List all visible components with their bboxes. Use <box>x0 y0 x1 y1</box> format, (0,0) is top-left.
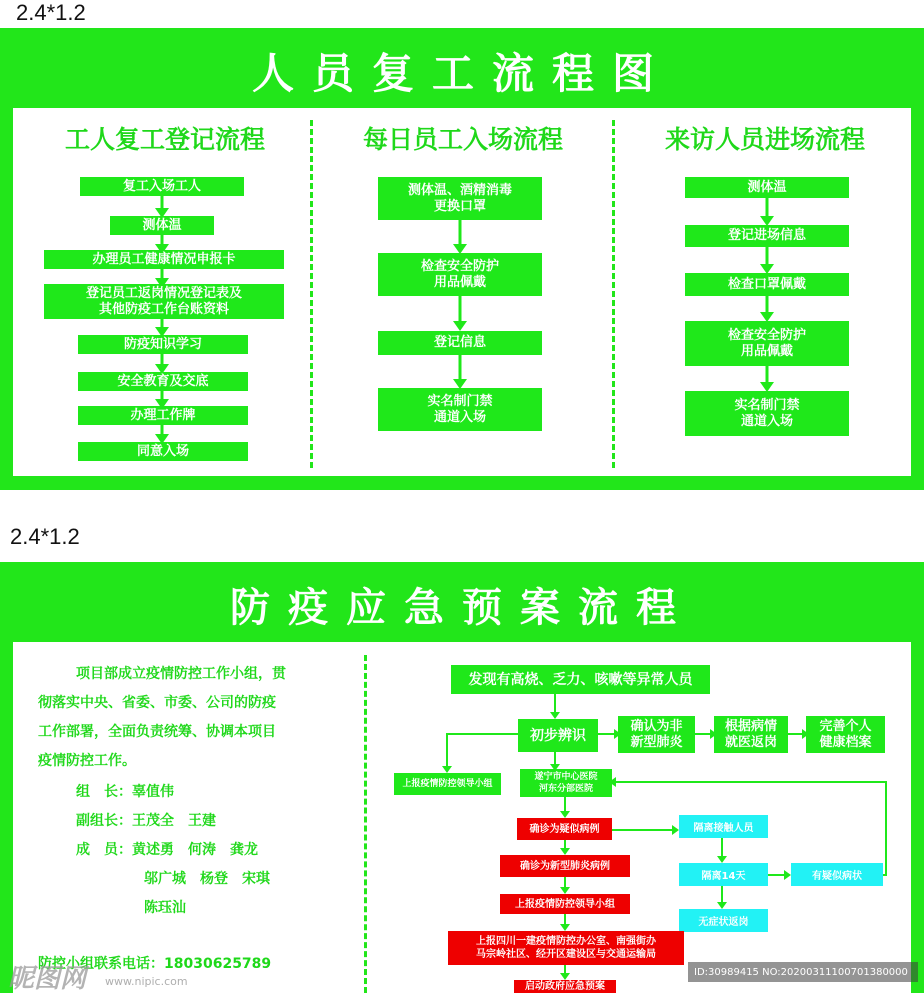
col2-step-2: 检查安全防护 用品佩戴 <box>378 253 542 296</box>
top-dimension-label: 2.4*1.2 <box>16 0 86 25</box>
flow-initial: 初步辨识 <box>518 719 598 752</box>
flow-not-pneumonia: 确认为非 新型肺炎 <box>618 716 695 753</box>
col1-step-5: 防疫知识学习 <box>78 335 248 354</box>
flow-report-group-2: 上报疫情防控领导小组 <box>500 894 630 914</box>
col3-step-3: 检查口罩佩戴 <box>685 273 849 296</box>
phone-number: 18030625789 <box>164 956 272 972</box>
col1-step-3: 办理员工健康情况申报卡 <box>44 250 284 269</box>
flow-isolate-contacts: 隔离接触人员 <box>679 815 768 838</box>
col3-step-1: 测体温 <box>685 177 849 198</box>
col3-step-4: 检查安全防护 用品佩戴 <box>685 321 849 366</box>
watermark-logo: 昵图网 <box>8 964 87 994</box>
watermark-site: www.nipic.com <box>105 975 188 988</box>
bottom-title: 防疫应急预案流程 <box>230 585 694 631</box>
flow-health-file: 完善个人 健康档案 <box>806 716 885 753</box>
intro-line-4: 疫情防控工作。 <box>38 753 136 769</box>
flow-discover: 发现有高烧、乏力、咳嗽等异常人员 <box>451 665 710 694</box>
flow-hospital: 遂宁市中心医院 河东分部医院 <box>520 769 612 797</box>
intro-line-3: 工作部署，全面负责统筹、协调本项目 <box>38 724 276 740</box>
member-row-4: 邬广城 杨登 宋琪 <box>144 871 270 887</box>
col3-step-2: 登记进场信息 <box>685 225 849 247</box>
col1-title: 工人复工登记流程 <box>64 125 265 154</box>
flow-report-offices: 上报四川一建疫情防控办公室、南强街办 马宗岭社区、经开区建设区与交通运输局 <box>448 931 684 965</box>
member-row-3: 成 员：黄述勇 何涛 龚龙 <box>76 842 258 858</box>
flow-confirmed: 确诊为新型肺炎病例 <box>500 855 630 877</box>
col1-step-6: 安全教育及交底 <box>78 372 248 391</box>
flow-return-work: 根据病情 就医返岗 <box>714 716 788 753</box>
col2-step-4: 实名制门禁 通道入场 <box>378 388 542 431</box>
member-row-1: 组 长：辜值伟 <box>76 784 174 800</box>
bottom-dimension-label: 2.4*1.2 <box>10 524 80 549</box>
member-row-2: 副组长：王茂全 王建 <box>76 813 216 829</box>
flow-isolate-14: 隔离14天 <box>679 863 768 886</box>
col3-step-5: 实名制门禁 通道入场 <box>685 391 849 436</box>
col2-step-3: 登记信息 <box>378 331 542 355</box>
member-row-5: 陈珏汕 <box>144 900 186 916</box>
col1-step-2: 测体温 <box>110 216 214 235</box>
top-title: 人员复工流程图 <box>251 49 672 98</box>
col1-step-7: 办理工作牌 <box>78 406 248 425</box>
col2-step-1: 测体温、酒精消毒 更换口罩 <box>378 177 542 220</box>
intro-line-2: 彻落实中央、省委、市委、公司的防疫 <box>38 695 276 711</box>
intro-line-1: 项目部成立疫情防控工作小组，贯 <box>76 666 286 682</box>
flow-report-group: 上报疫情防控领导小组 <box>394 773 501 795</box>
flow-no-symptoms: 无症状返岗 <box>679 909 768 932</box>
flow-has-symptoms: 有疑似病状 <box>791 863 883 886</box>
watermark-id: ID:30989415 NO:20200311100701380000 <box>688 962 918 982</box>
phone-line: 防控小组联系电话：18030625789 <box>38 956 272 972</box>
col1-step-8: 同意入场 <box>78 442 248 461</box>
col2-title: 每日员工入场流程 <box>362 125 563 154</box>
flow-start-plan: 启动政府应急预案 <box>514 980 616 993</box>
col1-step-1: 复工入场工人 <box>80 177 244 196</box>
flow-suspected: 确诊为疑似病例 <box>517 818 612 840</box>
col3-title: 来访人员进场流程 <box>664 125 865 154</box>
col1-step-4: 登记员工返岗情况登记表及 其他防疫工作台账资料 <box>44 284 284 319</box>
